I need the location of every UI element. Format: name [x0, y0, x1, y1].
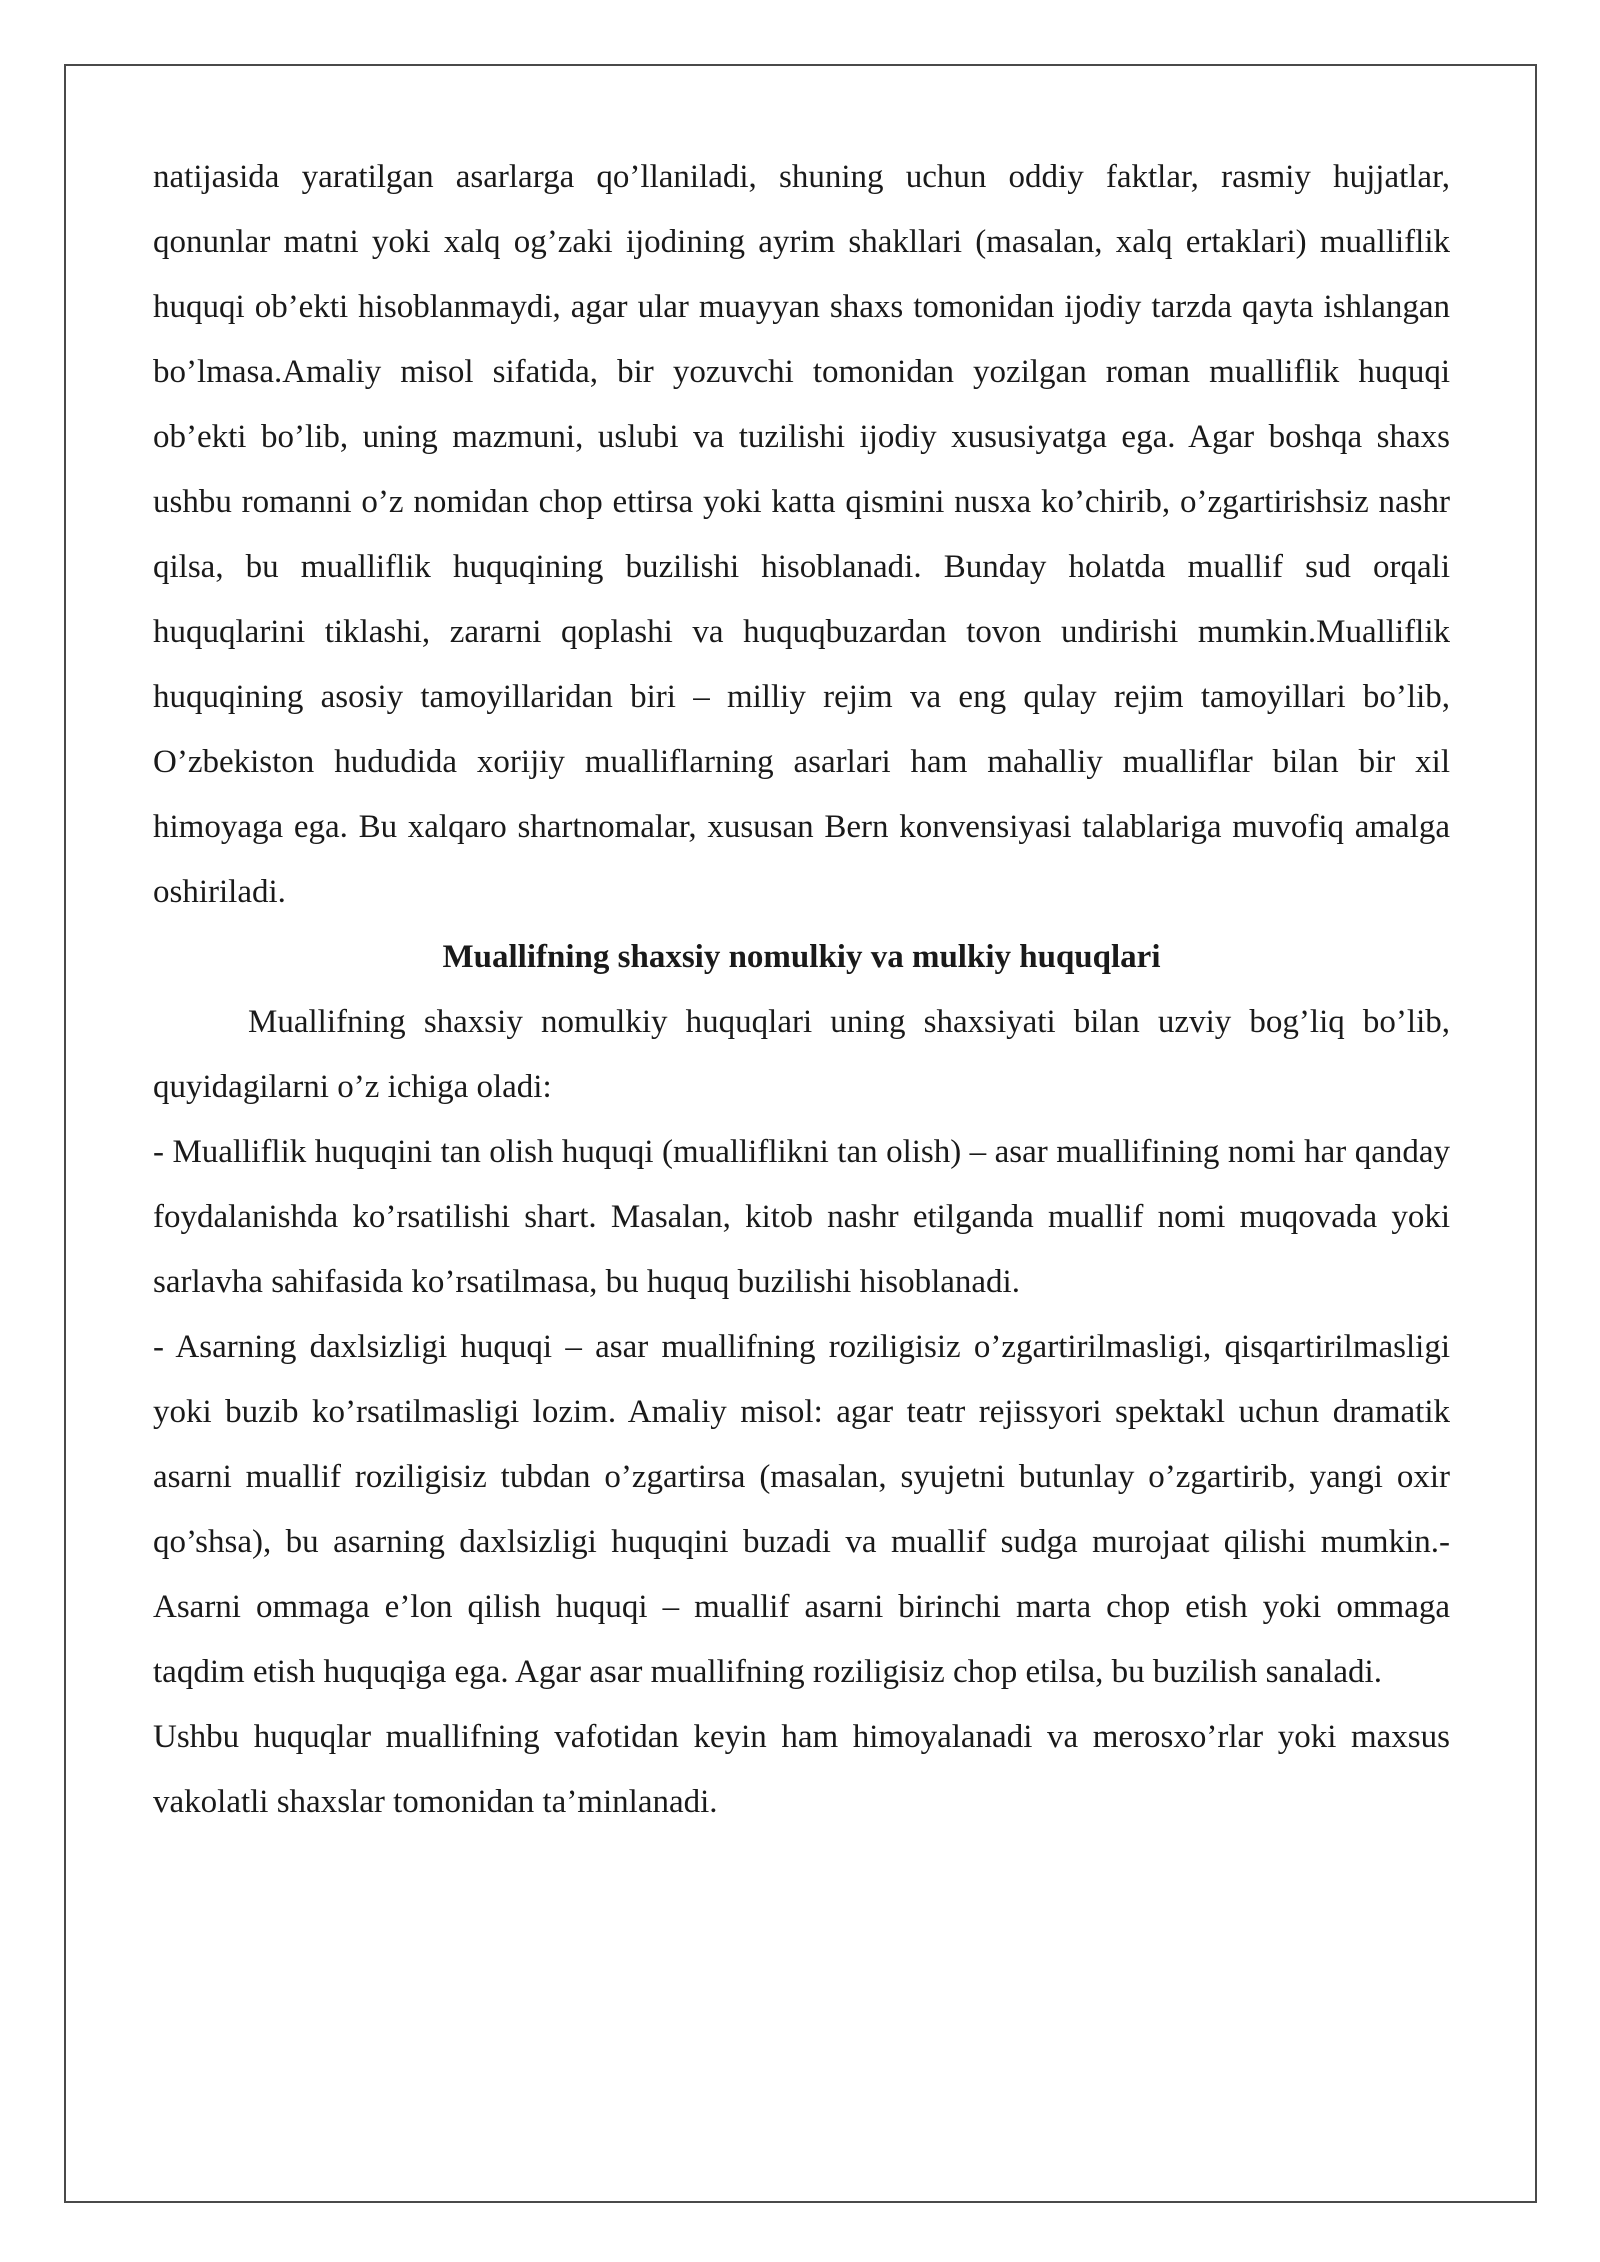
document-body — [153, 145, 1450, 1835]
paragraph-intro: natijasida yaratilgan asarlarga qo’llaniladi, shuning uchun oddiy faktlar, rasmiy hujjatlar, qonunlar matni yoki xalq og’zaki ijodining ayrim shakllari (masalan, xalq ertaklari) mualliflik huquqi ob’ekti hisoblanmaydi, agar ular muayyan shaxs tomonidan ijodiy tarzda qayta ishlangan bo’lmasa.Amaliy misol sifatida, bir yozuvchi tomonidan yozilgan roman mualliflik huquqi ob’ekti bo’lib, uning mazmuni, uslubi va tuzilishi ijodiy xususiyatga ega. Agar boshqa shaxs ushbu romanni o’z nomidan chop ettirsa yoki katta qismini nusxa ko’chirib, o’zgartirishsiz nashr qilsa, bu mualliflik huquqining buzilishi hisoblanadi. Bunday holatda muallif sud orqali huquqlarini tiklashi, zararni qoplashi va huquqbuzardan tovon undirishi mumkin.Mualliflik huquqining asosiy tamoyillaridan biri – milliy rejim va eng qulay rejim tamoyillari bo’lib, O’zbekiston hududida xorijiy mualliflarning asarlari ham mahalliy mualliflar bilan bir xil himoyaga ega. Bu xalqaro shartnomalar, xususan Bern konvensiyasi talablariga muvofiq amalga oshiriladi. — [153, 159, 1450, 910]
paragraph-personal-rights: Muallifning shaxsiy nomulkiy huquqlari uning shaxsiyati bilan uzviy bog’liq bo’lib, quyidagilarni o’z ichiga oladi: — [153, 1004, 1450, 1105]
paragraph-recognition-right: - Mualliflik huquqini tan olish huquqi (mualliflikni tan olish) – asar muallifining nomi har qanday foydalanishda ko’rsatilishi shart. Masalan, kitob nashr etilganda muallif nomi muqovada yoki sarlavha sahifasida ko’rsatilmasa, bu huquq buzilishi hisoblanadi. — [153, 1134, 1450, 1300]
paragraph-protection-after-death: Ushbu huquqlar muallifning vafotidan keyin ham himoyalanadi va merosxo’rlar yoki maxsus vakolatli shaxslar tomonidan ta’minlanadi. — [153, 1719, 1450, 1820]
section-heading: Muallifning shaxsiy nomulkiy va mulkiy huquqlari — [442, 939, 1161, 975]
paragraph-integrity-right: - Asarning daxlsizligi huquqi – asar muallifning roziligisiz o’zgartirilmasligi, qisqartirilmasligi yoki buzib ko’rsatilmasligi lozim. Amaliy misol: agar teatr rejissyori spektakl uchun dramatik asarni muallif roziligisiz tubdan o’zgartirsa (masalan, syujetni butunlay o’zgartirib, yangi oxir qo’shsa), bu asarning daxlsizligi huquqini buzadi va muallif sudga murojaat qilishi mumkin.- Asarni ommaga e’lon qilish huquqi – muallif asarni birinchi marta chop etish yoki ommaga taqdim etish huquqiga ega. Agar asar muallifning roziligisiz chop etilsa, bu buzilish sanaladi. — [153, 1329, 1450, 1690]
